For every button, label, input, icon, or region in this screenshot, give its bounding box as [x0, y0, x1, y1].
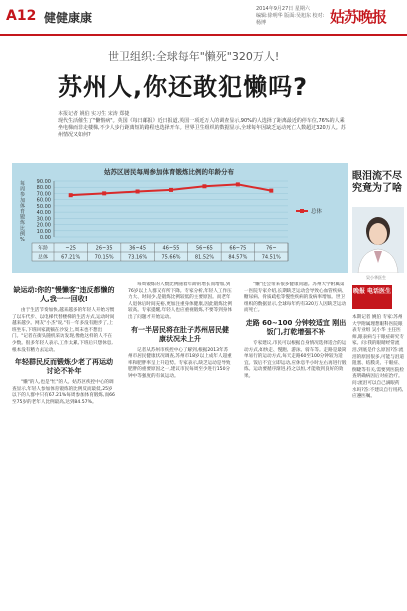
doctor-photo	[352, 207, 404, 273]
paragraph: 专家建议,市民可以根据自身情况选择适合的运动方式,如快走、慢跑、游泳、骑车等。走路是最简单易行的运动方式,每天走路60至100分钟较为适宜。饭后不宜立即运动,应休息半小时左右再进行锻炼。运动要循序渐进,持之以恒,才能收到良好的效果。	[244, 340, 347, 379]
data-point	[236, 182, 240, 186]
y-axis-label: 每周参加体育锻炼比例%	[20, 181, 26, 243]
data-label: 73.16%	[128, 254, 148, 261]
x-tick-label: 46~55	[162, 245, 180, 252]
data-label: 67.21%	[61, 254, 81, 261]
doctor-portrait-icon	[352, 207, 404, 273]
column-1	[12, 282, 116, 607]
data-point	[202, 184, 206, 188]
table-row-label-total: 总体	[37, 254, 49, 261]
data-point	[136, 189, 140, 193]
paragraph: 由于生活节奏加快,越来越多的年轻人开始习惯了以车代步、以电梯代替楼梯的生活方式,运动时间越来越少。网友"小杰"说,"有一年多没有跑步了,上班坐车,下班回家就躺在沙发上,周末也不想出门。"记者在街头随机采访发现,像他这样的人不在少数。很多年轻人表示,工作太累,下班后只想休息,根本没有精力去运动。	[12, 308, 115, 353]
chart-svg	[12, 163, 348, 273]
data-point	[102, 191, 106, 195]
sidebar	[352, 163, 404, 608]
data-label: 84.57%	[228, 254, 248, 261]
date-block	[256, 6, 326, 27]
y-tick-label: 40.00	[36, 210, 51, 217]
paragraph: "懒"的人,也是"忙"的人。姑苏区疾控中心的调查显示,年轻人参加体育锻炼的比例反而最低,25岁以下的人群中只有67.21%每周参加体育锻炼,而66至75岁的老年人比例最高,达到84.57%。	[12, 380, 115, 405]
y-tick-label: 80.00	[36, 185, 51, 192]
photo-caption: 吴小华医生	[366, 275, 386, 280]
legend-label: 总体	[311, 209, 323, 215]
data-label: 74.51%	[261, 254, 281, 261]
newspaper-logo: 姑苏晚报	[330, 8, 387, 26]
lead-paragraph: 现代生活催生了"懒惰病"。英国《每日邮报》近日报道,英国一项近万人的调查显示,90%的人选择了距离最近的停车位,76%的人乘坐电梯而非走楼梯,不少人步行距离短的路程也选择开车。世界卫生组织的数据显示,全球每年因缺乏运动死亡人数超过320万人。苏州情况又如何?	[58, 118, 346, 138]
column-2	[128, 282, 232, 607]
column-3	[244, 282, 348, 607]
y-tick-label: 0.00	[39, 235, 51, 241]
paragraph: 记者从苏州市疾控中心了解到,根据2013年苏州市居民健康状况调查,苏州市18岁以上成年人超重率和肥胖率呈上升趋势。专家表示,缺乏运动是导致肥胖的重要原因之一,建议市民每周至少进行150分钟中等强度的有氧运动。	[128, 347, 232, 379]
date-line: 2014年9月27日 星期六	[256, 6, 310, 12]
page-number: A12	[6, 8, 37, 24]
x-tick-label: 76~	[266, 245, 277, 252]
article-title: 苏州人,你还敢犯懒吗?	[58, 73, 309, 101]
paragraph: "懒"还会带来很多健康问题。苏州大学附属第一医院专家介绍,长期缺乏运动会导致心血管疾病、糖尿病、骨质疏松等慢性疾病的发病率增加。世卫组织的数据显示,全球每年约有320万人因缺乏运动而死亡。	[244, 282, 347, 314]
y-tick-label: 90.00	[36, 179, 51, 185]
byline: 本报记者 姚伯 实习生 宋涛 郑捷	[58, 111, 130, 117]
section-heading: 缺运动:你的"慢懒客"违反都懒的人,我一一回收!	[13, 286, 115, 303]
y-tick-label: 10.00	[36, 228, 51, 235]
x-tick-label: 26~35	[95, 245, 113, 252]
section-title: 健健康康	[44, 11, 93, 25]
page-header	[0, 0, 407, 36]
sidebar-text: 本期记者 姚伯 专家:苏州大学附属理想眼科医院眼表专业组 吴小华 主任医师,眼表病与干眼症研究专家。问:我的眼睛经常流泪,到底是什么原因?答:流泪的原因很多,可能与泪道阻塞、结膜炎、干眼症、倒睫等有关,需要到医院检查明确病因后对症治疗。问:流泪可以自己滴眼药水吗?答:不建议自行用药,应遵医嘱。	[352, 315, 404, 400]
data-point	[269, 189, 273, 193]
data-point	[169, 188, 173, 192]
table-row-label-age: 年龄	[37, 245, 49, 252]
chart-title: 姑苏区居民每周参加体育锻炼比例的年龄分布	[104, 168, 234, 176]
phone-doctor-badge: 晚报 电话医生	[352, 285, 392, 309]
data-label: 75.66%	[161, 254, 181, 261]
x-tick-label: 56~65	[195, 245, 213, 252]
data-point	[69, 193, 73, 197]
x-tick-label: ~25	[65, 245, 76, 252]
sidebar-headline: 眼泪流不尽究竟为了啥	[352, 171, 402, 194]
paragraph: 每周锻炼的人数比例随着年龄的增长而增加,到76岁以上人群又有所下降。专家分析,年轻人工作压力大、时间少,是锻炼比例较低的主要原因。而老年人退休后时间充裕,更加注重身体健康,因此锻炼比例较高。专家提醒,年轻人也应重视锻炼,不要等到身体出了问题才开始运动。	[128, 282, 232, 320]
article-subtitle: 世卫组织:全球每年"懒死"320万人!	[108, 50, 280, 63]
x-tick-label: 36~45	[129, 245, 147, 252]
y-tick-label: 50.00	[36, 203, 51, 210]
age-exercise-chart	[12, 163, 348, 273]
y-tick-label: 60.00	[36, 197, 51, 204]
section-heading: 有一半居民将在肚子苏州居民健康状况未上升	[131, 325, 229, 343]
data-label: 70.15%	[94, 254, 114, 261]
body-columns	[12, 282, 348, 607]
section-heading: 年轻群民反而锻炼少老了再运动讨论不补年	[15, 358, 113, 376]
y-tick-label: 70.00	[36, 191, 51, 198]
editor-line: 编辑:徐明华 版面:吴旭东 校对:杨博	[256, 13, 325, 26]
legend-marker	[300, 209, 304, 213]
data-label: 81.52%	[194, 254, 214, 261]
x-tick-label: 66~75	[229, 245, 247, 252]
y-tick-label: 20.00	[36, 222, 51, 229]
y-tick-label: 30.00	[36, 216, 51, 223]
section-heading: 走路 60~100 分钟较适宜 刚出饭门,打乾增强不补	[245, 318, 347, 336]
